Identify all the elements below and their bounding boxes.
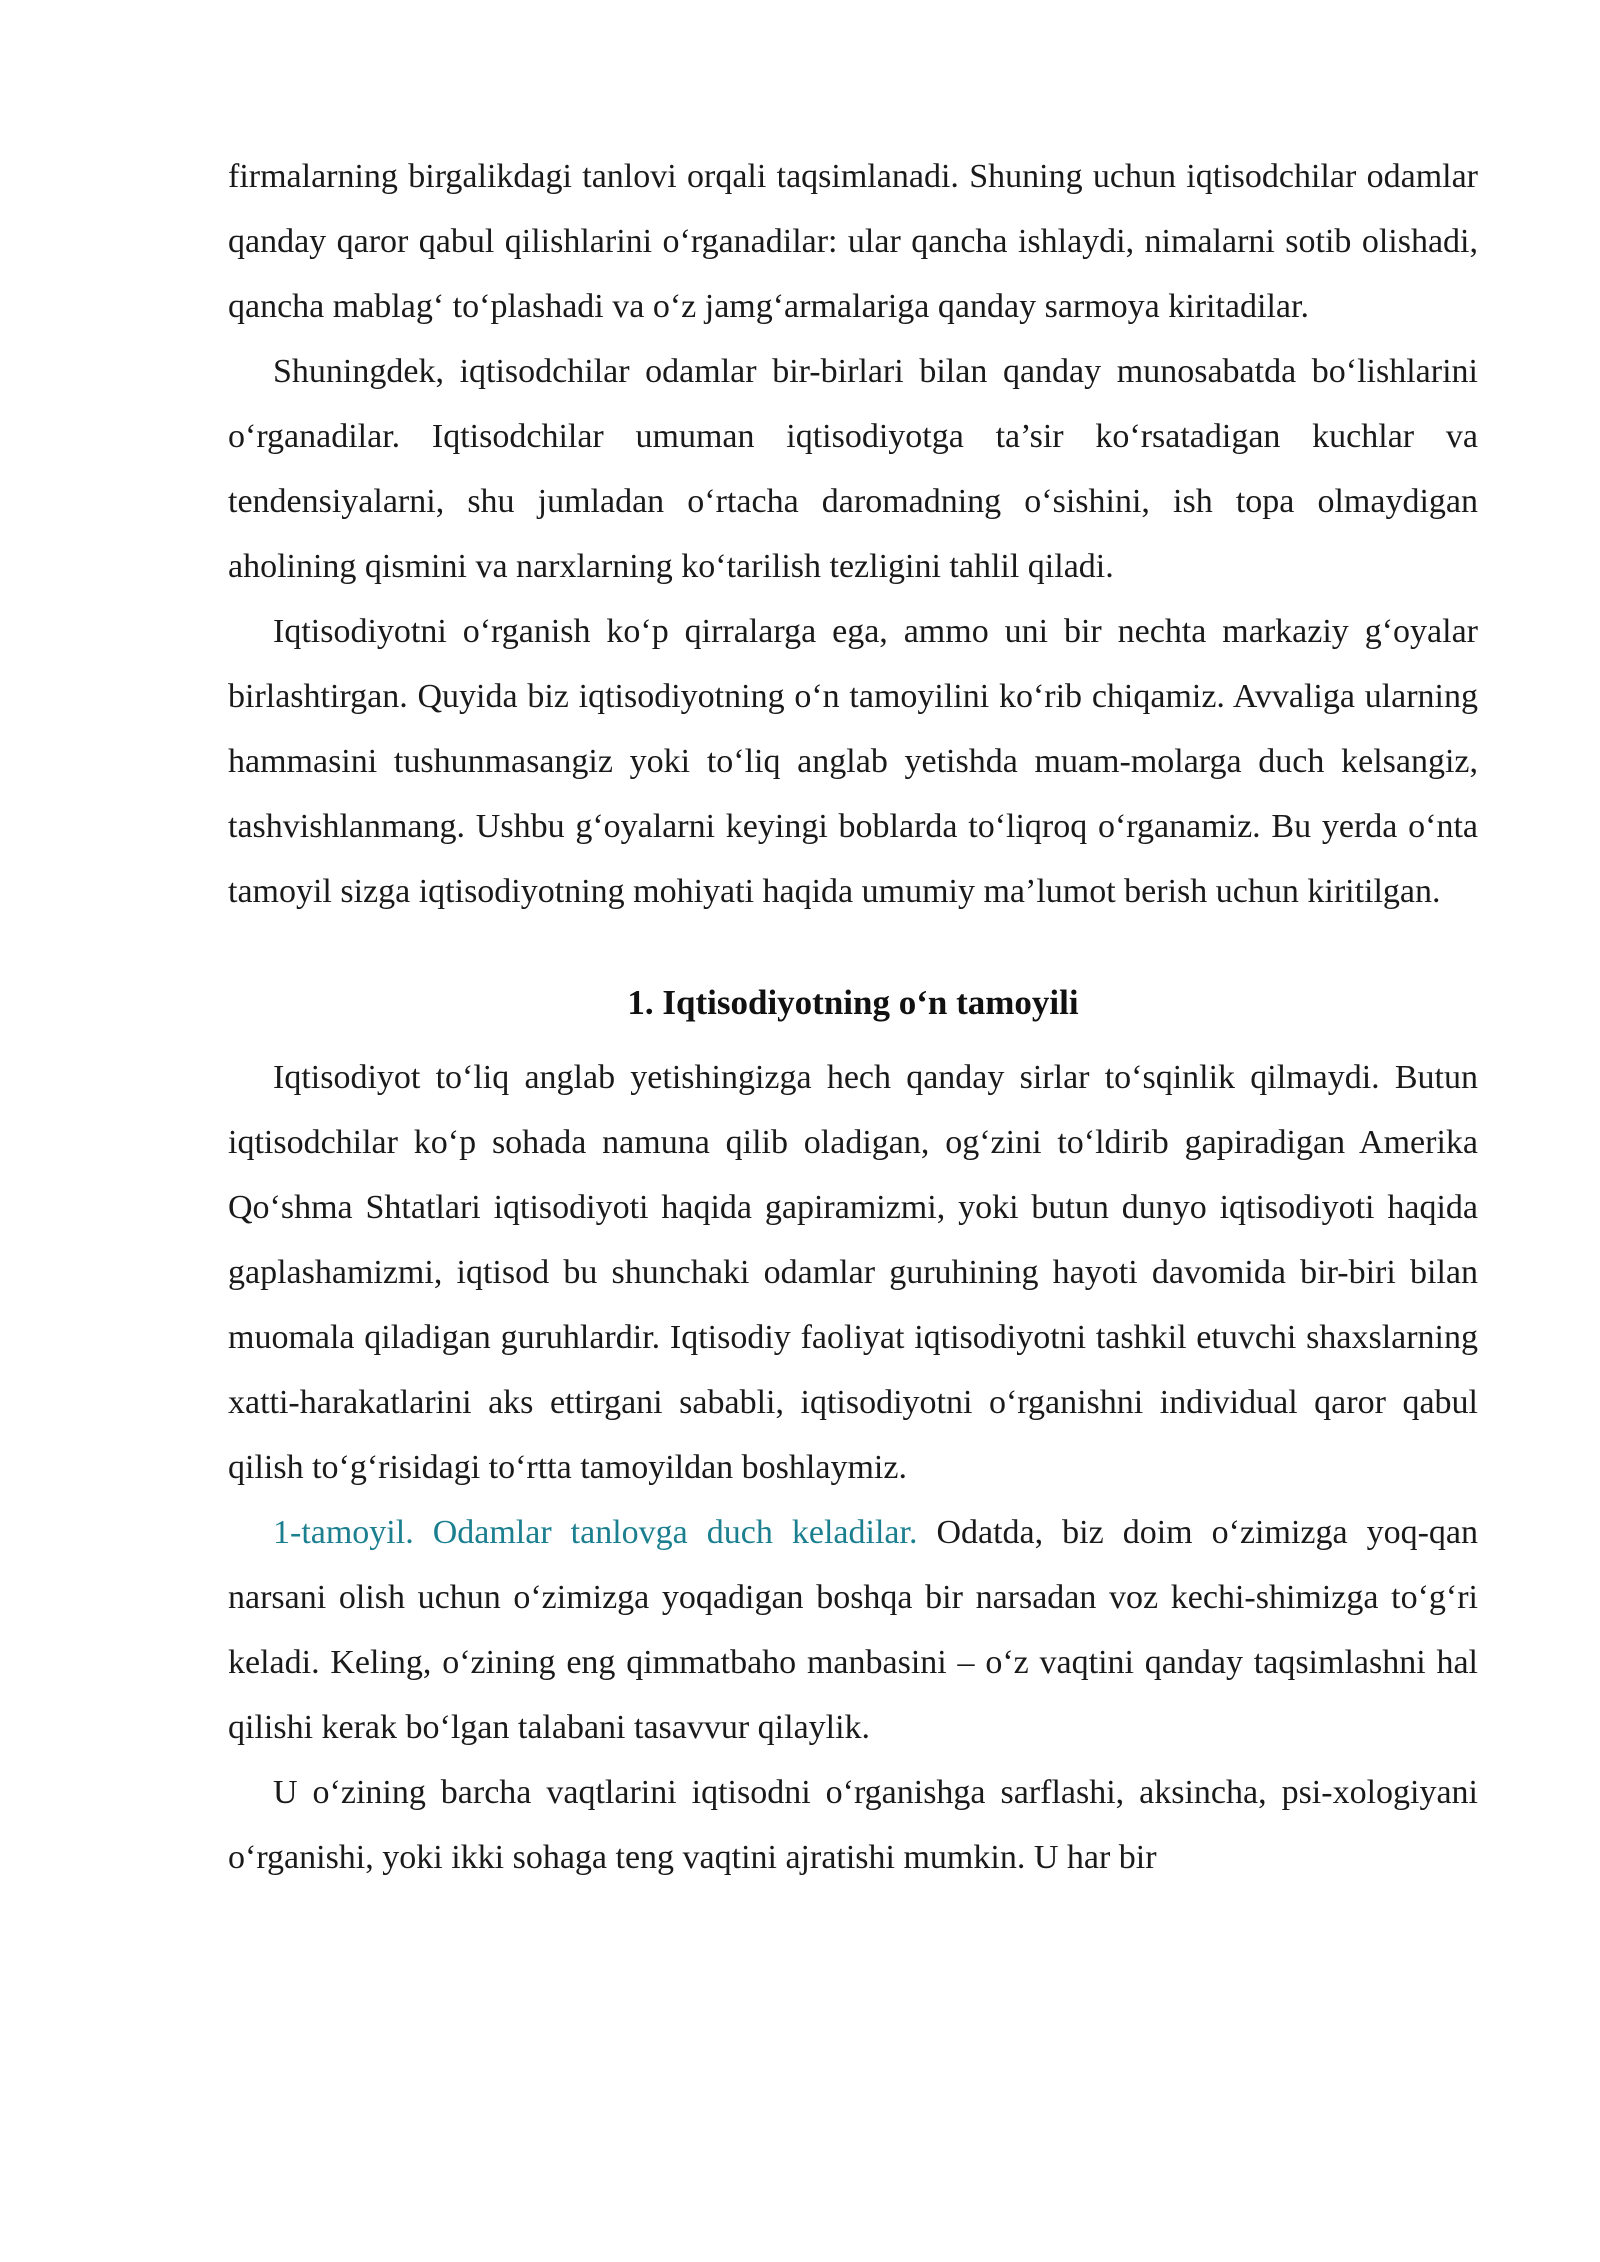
heading-spacer bbox=[228, 1035, 1478, 1045]
section-paragraph-1: Iqtisodiyot to‘liq anglab yetishingizga hech qanday sirlar to‘sqinlik qilmaydi. Butun iqtisodchilar ko‘p sohada namuna qilib oladigan, og‘zini to‘ldirib gapiradigan Amerika Qo‘shma Shtatlari iqtisodiyoti haqida gapiramizmi, yoki butun dunyo iqtisodiyoti haqida gaplashamizmi, iqtisod bu shunchaki odamlar guruhining hayoti davomida bir-biri bilan muomala qiladigan guruhlardir. Iqtisodiy faoliyat iqtisodiyotni tashkil etuvchi shaxslarning xatti-harakatlarini aks ettirgani sababli, iqtisodiyotni o‘rganishni individual qaror qabul qilish to‘g‘risidagi to‘rtta tamoyildan boshlaymiz. bbox=[228, 1059, 1478, 1486]
intro-paragraph-2: Shuningdek, iqtisodchilar odamlar bir-birlari bilan qanday munosabatda bo‘lishlarini o‘rganadilar. Iqtisodchilar umuman iqtisodiyotga ta’sir ko‘rsatadigan kuchlar va tendensiyalarni, shu jumladan o‘rtacha daromadning o‘sishini, ish topa olmaydigan aholining qismini va narxlarning ko‘tarilish tezligini tahlil qiladi. bbox=[228, 353, 1478, 585]
intro-paragraph-3: Iqtisodiyotni o‘rganish ko‘p qirralarga ega, ammo uni bir nechta markaziy g‘oyalar birlashtirgan. Quyida biz iqtisodiyotning o‘n tamoyilini ko‘rib chiqamiz. Avvaliga ularning hammasini tushunmasangiz yoki to‘liq anglab yetishda muam-molarga duch kelsangiz, tashvishlanmang. Ushbu g‘oyalarni keyingi boblarda to‘liqroq o‘rganamiz. Bu yerda o‘nta tamoyil sizga iqtisodiyotning mohiyati haqida umumiy ma’lumot berish uchun kiritilgan. bbox=[228, 613, 1478, 910]
section-heading: 1. Iqtisodiyotning o‘n tamoyili bbox=[627, 983, 1079, 1022]
intro-paragraph-1: firmalarning birgalikdagi tanlovi orqali taqsimlanadi. Shuning uchun iqtisodchilar odamlar qanday qaror qabul qilishlarini o‘rganadilar: ular qancha ishlaydi, nimalarni sotib olishadi, qancha mablag‘ to‘plashadi va o‘z jamg‘armalariga qanday sarmoya kiritadilar. bbox=[228, 158, 1478, 325]
document-page bbox=[228, 144, 1478, 1890]
last-paragraph: U o‘zining barcha vaqtlarini iqtisodni o‘rganishga sarflashi, aksincha, psi-xologiyani o‘rganishi, yoki ikki sohaga teng vaqtini ajratishi mumkin. U har bir bbox=[228, 1774, 1478, 1876]
principle-1-text: Odatda, biz doim o‘zimizga yoq-qan narsani olish uchun o‘zimizga yoqadigan boshqa bir narsadan voz kechi-shimizga to‘g‘ri keladi. Keling, o‘zining eng qimmatbaho manbasini – o‘z vaqtini qanday taqsimlashni hal qilishi kerak bo‘lgan talabani tasavvur qilaylik. bbox=[228, 1514, 1478, 1746]
principle-1-label: 1-tamoyil. Odamlar tanlovga duch keladilar. bbox=[273, 1514, 918, 1551]
principle-1-paragraph bbox=[228, 1500, 1478, 1760]
